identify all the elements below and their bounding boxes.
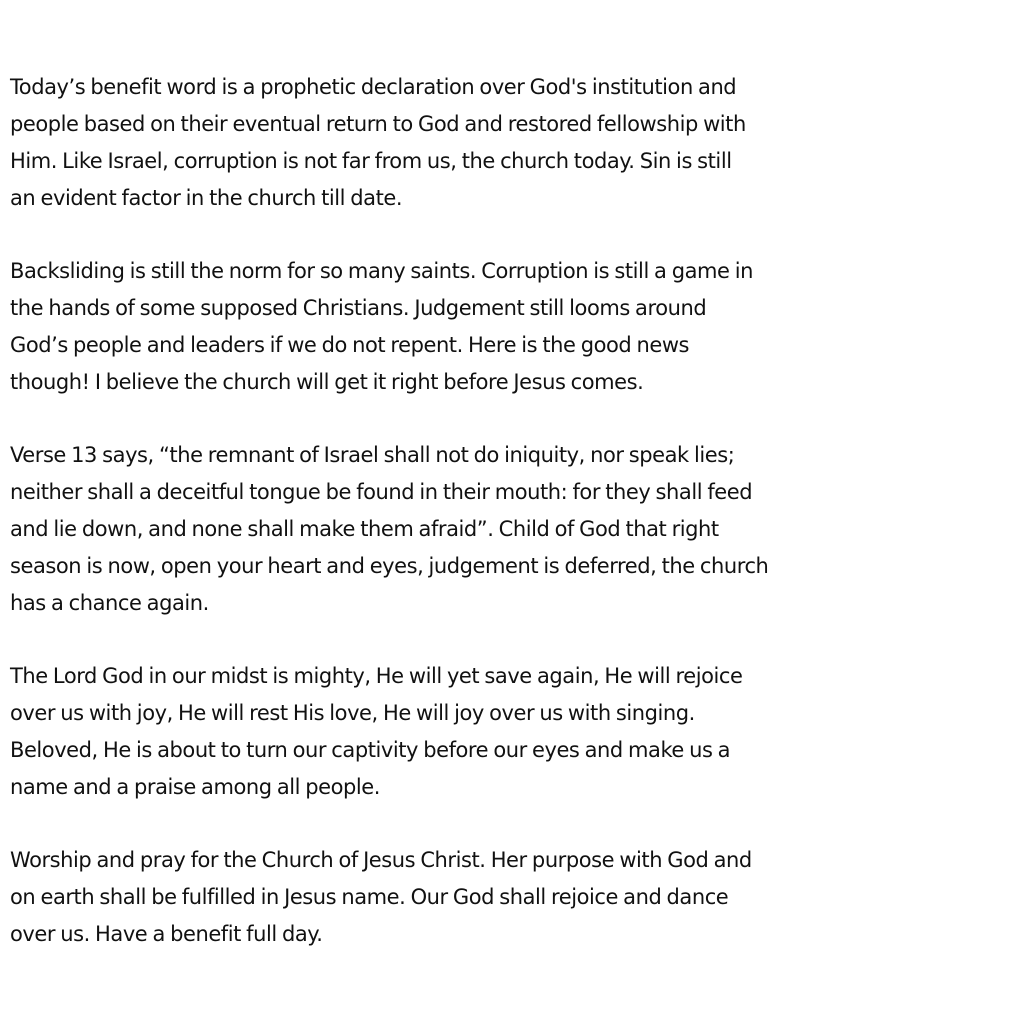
paragraph-line: people based on their eventual return to God and restored fellowship with <box>10 112 746 136</box>
paragraph-line: Backsliding is still the norm for so many saints. Corruption is still a game in <box>10 259 753 283</box>
paragraph-line: name and a praise among all people. <box>10 775 380 799</box>
paragraph-line: has a chance again. <box>10 591 209 615</box>
paragraph-1 <box>10 69 1020 217</box>
paragraph-line: season is now, open your heart and eyes, judgement is deferred, the church <box>10 554 769 578</box>
paragraph-line: Worship and pray for the Church of Jesus Christ. Her purpose with God and <box>10 848 752 872</box>
paragraph-line: Him. Like Israel, corruption is not far from us, the church today. Sin is still <box>10 149 732 173</box>
paragraph-5 <box>10 842 1020 953</box>
paragraph-line: Verse 13 says, “the remnant of Israel shall not do iniquity, nor speak lies; <box>10 443 735 467</box>
paragraph-line: the hands of some supposed Christians. Judgement still looms around <box>10 296 707 320</box>
paragraph-2 <box>10 253 1020 401</box>
paragraph-line: Today’s benefit word is a prophetic declaration over God's institution and <box>10 75 737 99</box>
document-body <box>10 69 1020 989</box>
paragraph-line: God’s people and leaders if we do not repent. Here is the good news <box>10 333 690 357</box>
paragraph-line: neither shall a deceitful tongue be found in their mouth: for they shall feed <box>10 480 753 504</box>
paragraph-line: on earth shall be fulfilled in Jesus name. Our God shall rejoice and dance <box>10 885 729 909</box>
paragraph-line: over us. Have a benefit full day. <box>10 922 323 946</box>
paragraph-line: though! I believe the church will get it right before Jesus comes. <box>10 370 644 394</box>
paragraph-4 <box>10 658 1020 806</box>
paragraph-line: an evident factor in the church till date. <box>10 186 403 210</box>
paragraph-line: The Lord God in our midst is mighty, He will yet save again, He will rejoice <box>10 664 743 688</box>
paragraph-line: Beloved, He is about to turn our captivity before our eyes and make us a <box>10 738 731 762</box>
paragraph-line: and lie down, and none shall make them afraid”. Child of God that right <box>10 517 719 541</box>
paragraph-3 <box>10 437 1020 622</box>
paragraph-line: over us with joy, He will rest His love, He will joy over us with singing. <box>10 701 695 725</box>
